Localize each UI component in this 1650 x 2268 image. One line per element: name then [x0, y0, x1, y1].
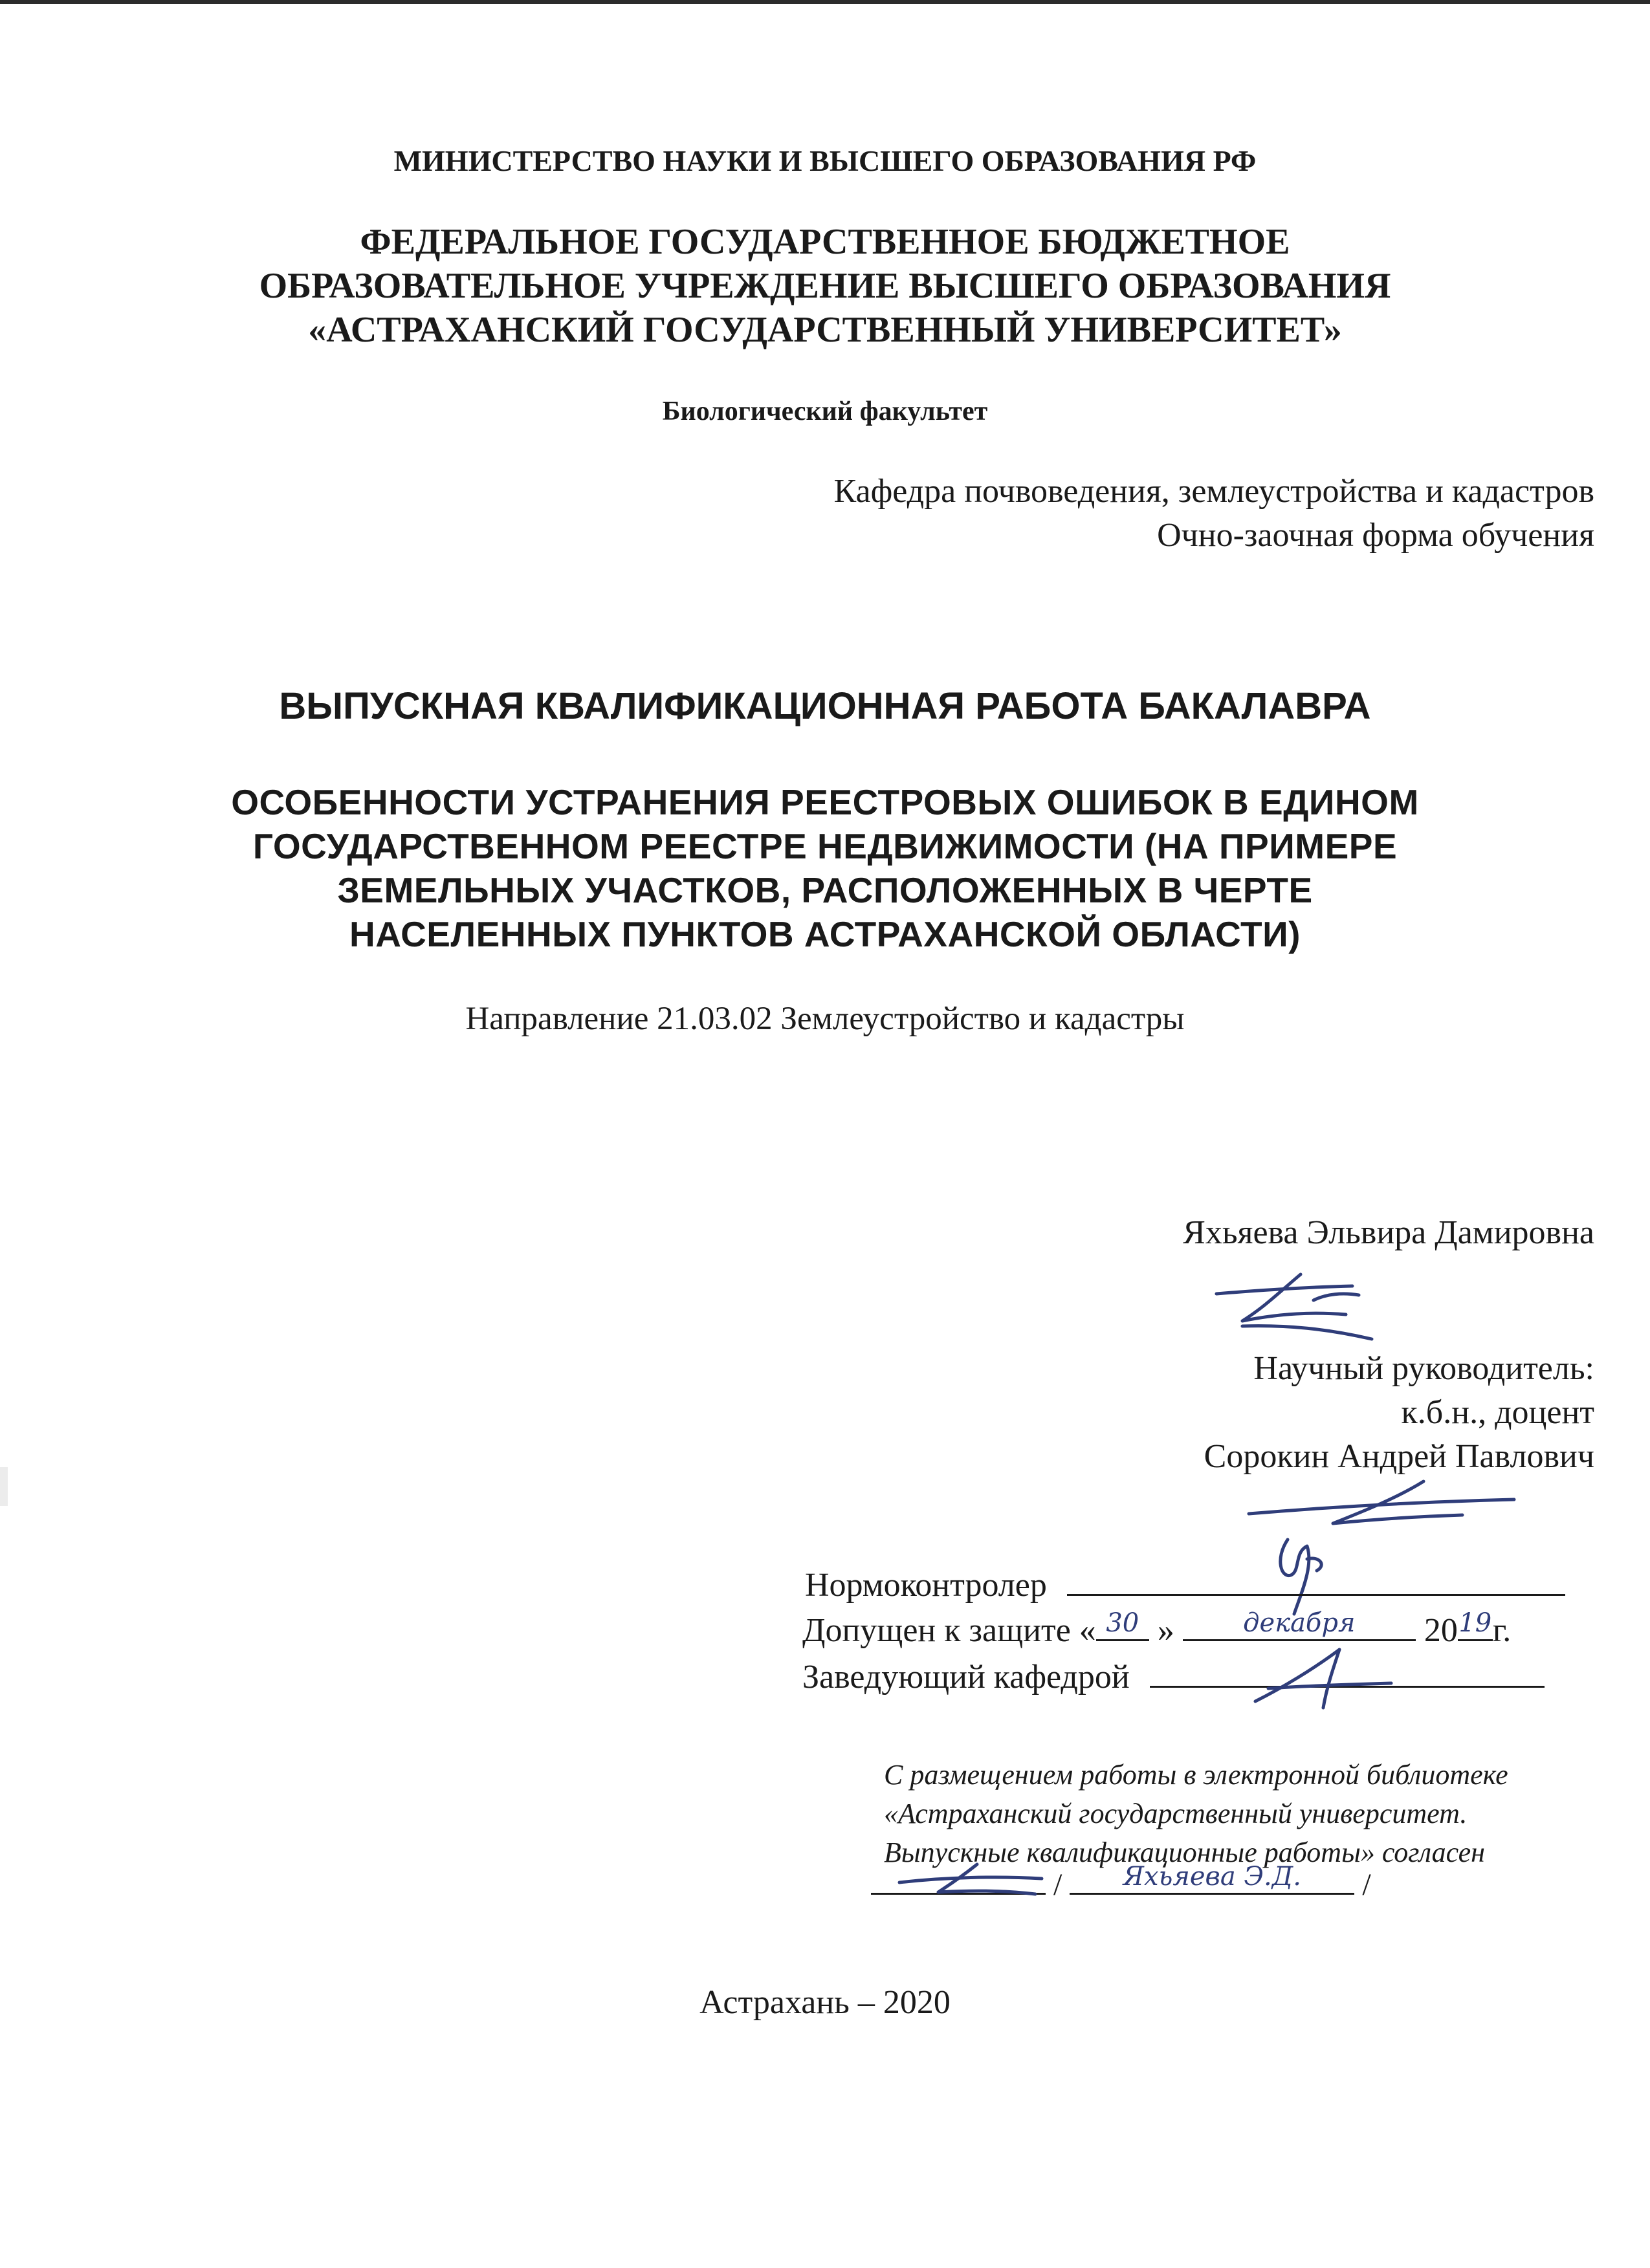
consent-signature: [886, 1857, 1055, 1908]
quote-close: »: [1157, 1612, 1174, 1649]
scan-top-edge: [0, 0, 1650, 4]
thesis-title-line: ЗЕМЕЛЬНЫХ УЧАСТКОВ, РАСПОЛОЖЕННЫХ В ЧЕРТЕ: [337, 870, 1313, 910]
admitted-month-value: декабря: [1243, 1608, 1356, 1638]
institution-line: ОБРАЗОВАТЕЛЬНОЕ УЧРЕЖДЕНИЕ ВЫСШЕГО ОБРАЗОВАНИЯ: [259, 266, 1391, 306]
consent-signature-name: Яхьяева Э.Д.: [1123, 1862, 1301, 1892]
year-prefix: 20: [1424, 1612, 1458, 1649]
thesis-type: ВЫПУСКНАЯ КВАЛИФИКАЦИОННАЯ РАБОТА БАКАЛАВРА: [279, 685, 1371, 727]
supervisor-label: Научный руководитель:: [1253, 1350, 1594, 1387]
department-name: Кафедра почвоведения, землеустройства и кадастров: [833, 473, 1594, 510]
institution-name: [0, 220, 1650, 352]
study-direction: Направление 21.03.02 Землеустройство и кадастры: [465, 1001, 1185, 1037]
head-of-department-row: [802, 1656, 1545, 1696]
scan-edge-mark: [0, 1467, 8, 1506]
institution-line: «АСТРАХАНСКИЙ ГОСУДАРСТВЕННЫЙ УНИВЕРСИТЕТ»: [308, 310, 1342, 350]
admitted-month-field[interactable]: [1183, 1609, 1416, 1641]
normocontrol-label: Нормоконтролер: [805, 1567, 1047, 1604]
head-of-department-signature: [1242, 1643, 1404, 1714]
student-signature: [1204, 1261, 1385, 1346]
supervisor-degree: к.б.н., доцент: [1401, 1394, 1594, 1431]
admitted-day-field[interactable]: [1096, 1609, 1149, 1641]
thesis-title-line: НАСЕЛЕННЫХ ПУНКТОВ АСТРАХАНСКОЙ ОБЛАСТИ): [349, 914, 1301, 954]
library-consent-text: [884, 1756, 1508, 1872]
faculty-name: Биологический факультет: [662, 397, 988, 426]
admitted-year-field[interactable]: [1458, 1609, 1493, 1641]
thesis-title-line: ГОСУДАРСТВЕННОМ РЕЕСТРЕ НЕДВИЖИМОСТИ (НА ПРИМЕРЕ: [252, 826, 1398, 866]
supervisor-block: [1204, 1347, 1594, 1479]
head-of-department-label: Заведующий кафедрой: [802, 1659, 1130, 1696]
study-form: Очно-заочная форма обучения: [1157, 517, 1594, 554]
normocontrol-signature-line[interactable]: [1067, 1564, 1565, 1596]
slash-separator: /: [1362, 1868, 1371, 1902]
admitted-row: [802, 1609, 1511, 1650]
admitted-label: Допущен к защите «: [802, 1612, 1096, 1649]
consent-name-field[interactable]: [1070, 1863, 1354, 1895]
year-unit: г.: [1492, 1612, 1512, 1649]
slash-separator: /: [1053, 1868, 1062, 1902]
supervisor-name: Сорокин Андрей Павлович: [1204, 1438, 1594, 1475]
admitted-year-value: 19: [1458, 1608, 1492, 1638]
department-info: [834, 470, 1594, 558]
institution-line: ФЕДЕРАЛЬНОЕ ГОСУДАРСТВЕННОЕ БЮДЖЕТНОЕ: [360, 222, 1290, 262]
normocontrol-row: [805, 1564, 1565, 1604]
admitted-day-value: 30: [1106, 1608, 1139, 1638]
thesis-title-line: ОСОБЕННОСТИ УСТРАНЕНИЯ РЕЕСТРОВЫХ ОШИБОК В ЕДИНОМ: [231, 782, 1419, 822]
ministry-heading: МИНИСТЕРСТВО НАУКИ И ВЫСШЕГО ОБРАЗОВАНИЯ РФ: [393, 144, 1257, 177]
student-name: Яхьяева Эльвира Дамировна: [1183, 1214, 1594, 1251]
city-year: Астрахань – 2020: [699, 1984, 951, 2021]
thesis-title: [0, 780, 1650, 956]
library-consent-line: «Астраханский государственный университет.: [884, 1798, 1468, 1829]
library-consent-line: Выпускные квалификационные работы» согласен: [884, 1837, 1485, 1868]
library-consent-line: С размещением работы в электронной библиотеке: [884, 1759, 1508, 1791]
